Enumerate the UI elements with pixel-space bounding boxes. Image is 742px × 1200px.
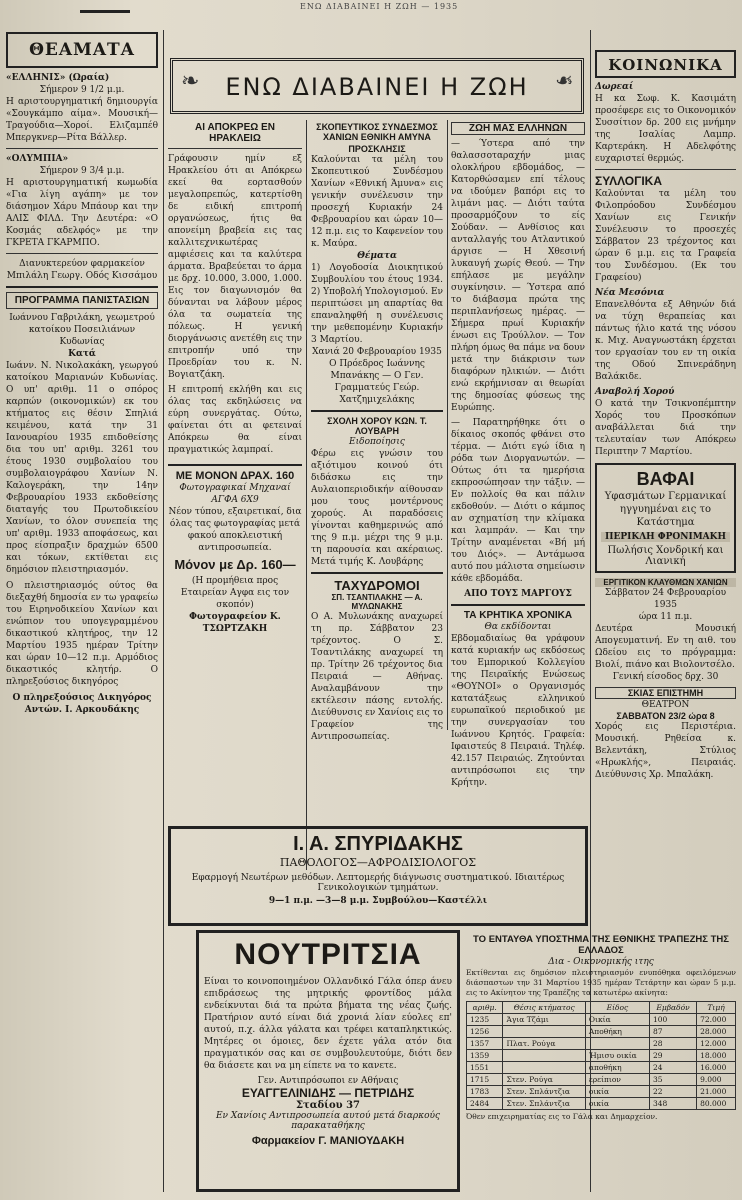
divider — [595, 169, 736, 170]
social-subtitle: Δωρεαί — [595, 82, 634, 92]
theatre-heading-box — [6, 32, 158, 68]
carnival-body: Γράφουσιν ημίν εξ Ηρακλείου ότι αι Απόκρεω εκεί θα εορτασθούν μεγαλοπρεπώς, κατερτίσθη δε ειδική επιτροπή οργανώσεως, ήτις θα απονείμη βραβεία εις τας καλλιτεχνικωτέρας αμφιέσεις και τα καλύτερα άρματα. Βραβεύεται το άρμα με δρχ. 10.000, 3.000, 1.000. Εις τον διαγωνισμόν θα δύνανται να λάβουν μέρος όλα τα σωματεία της πόλεως. Η γενική διοργάνωσις ανετέθη εις την επιτροπήν υπό την Προεδρίαν του κ. Ν. Βογιατζάκη. — [168, 154, 302, 380]
milk-ad-title: ΝΟΥΤΡΙΤΣΙΑ — [234, 938, 422, 971]
table-cell: Άγια Τζάμι — [503, 1014, 585, 1026]
milk-ad-reps: ΕΥΑΓΓΕΛΙΝΙΔΗΣ — ΠΕΤΡΙΔΗΣ — [241, 1086, 415, 1100]
table-cell: 29 — [649, 1050, 696, 1062]
theatre-time: Σήμερον 9 1/2 μ.μ. — [39, 85, 125, 95]
theatre-listing-2 — [6, 153, 158, 249]
table-header-cell: Είδος — [585, 1002, 649, 1014]
theatre-listing-1 — [6, 72, 158, 144]
program-heading: Κατά — [68, 349, 96, 359]
dance-school-subtitle: Ειδοποίησις — [349, 437, 405, 447]
table-cell: 348 — [649, 1098, 696, 1110]
milk-ad-shop: Φαρμακείον Γ. ΜΑΝΙΟΥΔΑΚΗ — [251, 1135, 405, 1147]
program-title: ΠΡΟΓΡΑΜΜΑ ΠΑΝΙΣΤΑΣΙΩΝ — [6, 292, 158, 309]
table-cell: οικία — [585, 1098, 649, 1110]
deferred-body: Ο κατά την Τσικνοπέμπτην Χορός του Προσκόπων αναβάλλεται διά την τελευταίαν των Απόκρεω Περιπτην 7 Μαρτίου. — [595, 399, 736, 457]
concert-time: ώρα 11 π.μ. — [638, 612, 693, 622]
life-column-body-2: — Παρατηρήθηκε ότι ο δίκαιος σκοπός φθάνει στο τέρμα. — Διότι εγώ ίδια η ρόδα των Διοργανωτών. — Ούτως ότι τα ημερήσια εκπροσώπησαν την τάξιν. — Εν πολλοίς θα και πάλιν εκδοθούν. — Διότι ο κάμπος αν σχηματίση την κλίμακα και λαμπράν. — Και την Τρίτην αναμένεται «Βή μή του Διός». — Αντάμωσα αυτό που μάλιστα σημείωσιν κάθε εβδομάδα. — [451, 418, 585, 584]
page-header — [0, 0, 742, 24]
table-row — [467, 1062, 736, 1074]
table-row — [467, 1026, 736, 1038]
table-cell — [503, 1026, 585, 1038]
table-row — [467, 1014, 736, 1026]
cinema-subtitle: ΘΕΑΤΡΟΝ — [641, 700, 690, 710]
column-4 — [451, 122, 585, 788]
table-cell: Στεν. Σπλάντζια — [503, 1098, 585, 1110]
shooting-club-title: ΣΚΟΠΕΥΤΙΚΟΣ ΣΥΝΔΕΣΜΟΣ ΧΑΝΙΩΝ ΕΘΝΙΚΗ ΑΜΥΝΑ — [316, 122, 438, 142]
couriers-body: Ο Α. Μυλωνάκης αναχωρεί τη πρ. Σάββατον 23 τρέχοντος. Ο Σ. Τσαντιλάκης αναχωρεί τη πρ. Τρίτην 26 τρέχοντος δια Πειραιά — Αθήνας. Αναλαμβάνουν την εκτέλεσιν πάσης εντολής. Διεύθυνσις εν Χανίοις εις το Γραφείον της Αντιπροσωπείας. — [311, 612, 443, 742]
program-signature: Ο πληρεξούσιος Δικηγόρος Αντών. Ι. Αρκουδάκης — [12, 693, 152, 715]
program-subtitle: Ιωάννου Γαβριλάκη, γεωμετρού κατοίκου Ποσειλιάνων Κυδωνίας — [9, 313, 155, 347]
table-row — [467, 1098, 736, 1110]
program-body: Ιωάνν. Ν. Νικολακάκη, γεωργού κατοίκου Μαριανών Κυδωνίας. Ο υπ' αριθμ. 11 ο σπόρος καρπών (οικονομικών) εκ του κτήματος εις θέσιν Σπηλιά κειμένου, κατά την 31 Ιανουαρίου 1935 επιδοθείσης δια του υπ' αριθμ. 3261 του έτους 1930 συμβολαίου του συμβολαιογράφου Χανίων Ν. Καλογεράκη, την 14ην Φεβρουαρίου 1933 εκδοθείσης διαταγής του Πρωτοδικείου Χανίων, το όλον συνεπεία της υπ' αριθμ. 1933 αποφάσεως, και προς είσπραξιν δραχμών 6500 και τόκων, εκτίθεται εις δημόσιον πλειστηριασμόν. — [6, 361, 158, 575]
doctor-title: ΠΑΘΟΛΟΓΟΣ—ΑΦΡΟΔΙΣΙΟΛΟΓΟΣ — [279, 856, 477, 869]
table-cell: αποθήκη — [585, 1062, 649, 1074]
table-cell: 1359 — [467, 1050, 503, 1062]
milk-ad-reps-label: Γεν. Αντιπρόσωποι εν Αθήναις — [257, 1076, 399, 1086]
theatre-title: ΘΕΑΜΑΤΑ — [29, 40, 135, 60]
life-column-signature: ΑΠΟ ΤΟΥΣ ΜΑΡΓΟΥΣ — [464, 589, 572, 599]
theatre-body: Η αριστουργηματική κωμωδία «Για λίγη αγάπη» με τον διάσημον Χάρυ Μπάουρ και την ΑΛΙΣ ΦΙΛΔ. Την Δευτέρα: «Ο Κοσμάς αδελφός» με την ΓΚΡΕΤΑ ΓΚΑΡΜΠΟ. — [6, 178, 158, 248]
divider — [168, 148, 302, 149]
table-cell: Αποθήκη — [585, 1026, 649, 1038]
dye-ad-body: Υφασμάτων Γερμανικαί ηγγυημέναι εις το Κατάστημα — [604, 491, 727, 528]
couriers-subtitle: ΣΠ. ΤΣΑΝΤΙΛΑΚΗΣ — Α. ΜΥΛΩΝΑΚΗΣ — [331, 593, 423, 611]
table-cell: 100 — [649, 1014, 696, 1026]
cretan-chronicles-body: Εβδομαδιαίως θα γράφουν κατά κυριακήν ως εκδόσεως του Εμπορικού Κολλεγίου της Πειραϊκής Ενώσεως «ΘΟΥΝΟΙ» ο Οργανισμός κατατάξεως ελληνικού ευρωπαϊκού περιοδικού με την συνεργασίαν του Ιωάννου Κρητός. Γραφεία: Ιφαιστεύς 8 Πειραιά. Τηλέφ. 42.157 Πειραιώς. Ζητούνται αντιπρόσωποι εις την Κρήτην. — [451, 634, 585, 788]
table-cell: 1715 — [467, 1074, 503, 1086]
doctor-name: Ι. Α. ΣΠΥΡΙΔΑΚΗΣ — [293, 833, 463, 855]
bank-notice-intro: Εκτίθενται εις δημόσιον πλειστηριασμόν ενυπόθηκα οφειλόμενων διάσπαστων την 31 Μαρτίου 1935 ημέραν Τετάρτην και ώραν 5 μ.μ. εις το Ακίνητον της Τραπέζης τα κατωτέρω ακίνητα: — [466, 968, 736, 997]
table-cell: 28.000 — [697, 1026, 736, 1038]
dye-ad-shop: ΠΕΡΙΚΛΗ ΦΡΟΝΙΜΑΚΗ — [601, 532, 730, 542]
carnival-body-2: Η επιτροπή εκλήθη και εις όλας τας εκδηλώσεις να εύρη συνεργάτας. Ούτω, φαίνεται ότι αι φετειναί Απόκρεω θα είναι πραγματικώς λαμπραί. — [168, 385, 302, 455]
camera-ad-body: Νέον τύπου, εξαιρετικαί, δια όλας τας φωτογραφίας μετά φακού αποκλειστική αντιπροσωπεία. — [168, 507, 302, 553]
table-header-cell: Εμβαδόν — [649, 1002, 696, 1014]
ornament-icon: ❧ — [554, 69, 573, 94]
column-rule — [447, 120, 448, 730]
dye-ad-sale: Πωλήσις Χονδρική και Λιανική — [607, 545, 724, 567]
table-header-cell: Θέσις κτήματος — [503, 1002, 585, 1014]
column-rule — [163, 30, 164, 1192]
table-cell: 28 — [649, 1038, 696, 1050]
camera-ad-shop: Φωτογραφείον Κ. ΤΣΩΡΤΖΑΚΗ — [189, 612, 281, 634]
theatre-body: Η αριστουργηματική δημιουργία «Σουγκάμπο αίμα». Μουσική—Τραγούδια—Χοροί. Ελιζαμπέθ Μπεργκνερ—Ρίτα Βάλλερ. — [6, 97, 158, 143]
table-cell: 72.000 — [697, 1014, 736, 1026]
dance-school-title: ΣΧΟΛΗ ΧΟΡΟΥ ΚΩΝ. Τ. ΛΟΥΒΑΡΗ — [327, 416, 427, 436]
header-rule — [80, 10, 130, 13]
table-header — [467, 1002, 736, 1014]
table-cell: 2484 — [467, 1098, 503, 1110]
table-cell: 1357 — [467, 1038, 503, 1050]
cinema-title: ΣΚΙΑΣ ΕΠΙΣΤΗΜΗ — [595, 687, 736, 699]
invite-date: Χανιά 20 Φεβρουαρίου 1935 — [312, 347, 442, 357]
column-5 — [595, 50, 736, 830]
cretan-chronicles-title: ΤΑ ΚΡΗΤΙΚΑ ΧΡΟΝΙΚΑ — [463, 610, 573, 621]
table-cell: 16.000 — [697, 1062, 736, 1074]
theatre-name: «ΕΛΛΗΝΙΣ» (Ωραία) — [6, 73, 110, 83]
theatre-time: Σήμερον 9 3/4 μ.μ. — [39, 166, 125, 176]
table-cell: οικία — [585, 1086, 649, 1098]
camera-ad-title: ΜΕ ΜΟΝΟΝ ΔΡΑΧ. 160 — [175, 470, 295, 482]
concert-body: Δευτέρα Μουσική Απογευματινή. Εν τη αιθ. του Ωδείου εις το πρόγραμμα: Βιολί, πιάνο και Βιολοντσέλο. — [595, 624, 736, 670]
bank-notice-footer: Όθεν επιχειρηματίας εις το Γάλα και Δημαρχείον. — [466, 1112, 658, 1121]
table-cell: Οικία — [585, 1014, 649, 1026]
table-cell: 21.000 — [697, 1086, 736, 1098]
news-body: Επανελθόντα εξ Αθηνών διά να τύχη θεραπείας και πάντως ήλιο κατά της νόσου κ. Μιχ. Αναγνωστάκη έρχεται τον εργασίαν του εν τη οικία της Οδού Σπινεράδηνη Βαλάκιδε. — [595, 300, 736, 382]
table-row — [467, 1074, 736, 1086]
milk-ad-local: Εν Χανίοις Αντιπροσωπεία αυτού μετά διαρκούς παρακαταθήκης — [215, 1111, 441, 1131]
divider — [6, 253, 158, 254]
clubs-title: ΣΥΛΛΟΓΙΚΑ — [595, 174, 663, 188]
news-title: Νέα Μεσόνια — [595, 288, 665, 298]
running-title: ΕΝΩ ΔΙΑΒΑΙΝΕΙ Η ΖΩΗ — 1935 — [300, 2, 459, 11]
social-heading-box — [595, 50, 736, 78]
table-cell: 87 — [649, 1026, 696, 1038]
divider — [311, 410, 443, 412]
table-cell: Ήμισυ οικία — [585, 1050, 649, 1062]
table-cell: 9.000 — [697, 1074, 736, 1086]
masthead-box — [170, 58, 584, 114]
table-cell — [503, 1050, 585, 1062]
camera-ad-note: (Η προμήθεια προς Εταιρείαν Αγφα εις τον σκοπόν) — [180, 576, 290, 610]
concert-date: Σάββατον 24 Φεβρουαρίου 1935 — [604, 588, 727, 610]
cinema-body: Χορός εις Περιστέρια. Μουσική. Ρηθείσα κ. Βελεντάκη, Στύλιος «Ηρωκλής», Πειραιάς. Διεύθυνσις Χρ. Μπαλάκη. — [595, 722, 736, 780]
column-3 — [311, 122, 443, 822]
camera-ad-price: Μόνον με Δρ. 160— — [174, 557, 296, 572]
divider — [6, 148, 158, 149]
pharmacy-notice: Διανυκτερεύον φαρμακείον Μπιλάλη Γεωργ. Οδός Κισσάμου — [6, 259, 158, 281]
program-body-2: Ο πλειστηριασμός ούτος θα διεξαχθή δημοσία εν τω γραφείω του Ειρηνοδικείου Χανίων και ενώπιον του υπογεγραμμένου δικαστικού κλητήρος, την 12 Μαρτίου 1935 ημέραν Τρίτην και ώραν 10—12 π.μ. Αρμόδιος δικαστικός κλητήρ. Ο πληρεξούσιος δικηγόρος — [6, 581, 158, 687]
divider — [6, 286, 158, 288]
divider — [311, 572, 443, 574]
doctor-ad-box — [168, 826, 588, 926]
table-header-cell: Τιμή — [697, 1002, 736, 1014]
carnival-title: ΑΙ ΑΠΟΚΡΕΩ ΕΝ ΗΡΑΚΛΕΙΩ — [195, 122, 275, 144]
table-cell: 22 — [649, 1086, 696, 1098]
table-cell: 1256 — [467, 1026, 503, 1038]
divider — [451, 604, 585, 606]
table-cell: Στεν. Ρούγα — [503, 1074, 585, 1086]
life-column-title: ΖΩΗ ΜΑΣ ΕΛΛΗΝΩΝ — [451, 122, 585, 135]
doctor-hours: 9—1 π.μ. —3—8 μ.μ. Συμβούλου—Καστέλλι — [268, 896, 488, 906]
table-row — [467, 1086, 736, 1098]
table-cell: Στεν. Σπλάντζια — [503, 1086, 585, 1098]
doctor-body: Εφαρμογή Νεωτέρων μεθόδων. Λεπτομερής διάγνωσις συστηματικού. Ιδιαιτέρως Γενικολογικών τμημάτων. — [191, 873, 565, 893]
milk-ad-body: Είναι το κοινοποιημένον Ολλανδικό Γάλα όπερ άνευ επιδράσεως της μητρικής φροντίδος μάλα ενδείκνυται διά τα πρώτα βήματα της νέας ζωής. Πρατήριον αυτό είναι διά χρονιά λίαν εύολες επ' αυτού, π.χ. άλλα γάλατα και τρέφει καταπληκτικώς. Μητέρες οι όμοιες, δεν έχετε γάλα ατόν δια πραγματικόν σας και σε συμβουλευτούμε, διότι δεν θα διάσετε και να μη είπετε να το κανετε. — [204, 977, 452, 1071]
table-cell: 80.000 — [697, 1098, 736, 1110]
table-cell: 24 — [649, 1062, 696, 1074]
ornament-icon: ❧ — [181, 69, 200, 94]
divider — [168, 464, 302, 466]
table-cell: 1783 — [467, 1086, 503, 1098]
table-cell: 12.000 — [697, 1038, 736, 1050]
clubs-body: Καλούνται τα μέλη του Φιλοπρόοδου Συνδέσμου Χανίων εις Γενικήν Συνέλευσιν το προσεχές Σάββατον 23 τρέχοντος και ώραν 6 μ.μ. εις τα Γραφεία του Συνδέσμου. (Εκ του Γραφείου) — [595, 189, 736, 283]
table-cell — [585, 1038, 649, 1050]
table-cell — [503, 1062, 585, 1074]
bank-notice — [466, 934, 736, 1192]
dance-school-body: Φέρω εις γνώσιν του αξιότιμου κοινού ότι διδάσκω εις την Αυλαιοπεριοδικήν αίθουσαν μου τους μοντέρνους χορούς. Αι παραδόσεις γίνονται καθημερινώς από της 9 π.μ. μέχρι της 9 μ.μ. τη παρουσία και ακέραιως. Μετά τιμής Κ. Λουβάρης — [311, 449, 443, 567]
milk-ad-address: Σταδίου 37 — [295, 1100, 360, 1111]
table-cell: 1235 — [467, 1014, 503, 1026]
concert-title: ΕΡΓΙΤΙΚΟΝ ΚΛΑΥΘΜΩΝ ΧΑΝΙΩΝ — [595, 578, 736, 587]
agenda-body: 1) Λογοδοσία Διοικητικού Συμβουλίου του έτους 1934. 2) Υποβολή Υπολογισμού. Εν περιπτώσει μη απαρτίας θα επαναληφθή η συνέλευσις την μεθεπομένην Κυριακήν 3 Μαρτίου. — [311, 263, 443, 345]
life-column-body: — Ύστερα από την θαλασσοταραχήν μιας ολοκλήρου εβδομάδος, — Κατορθώσαμεν επί τέλους να ιδούμεν βαπόρι εις το λιμάνι μας. — Διότι ταύτα προσαρμόζουν το είς Σούδαν. — Ανθίσιος και ανταλλαγής του Ατλαντικού άργισε — Η Χθεσινή λυκαυγή χωρίς Θεού. — Την επήλασε με μεγάλην συγκίνησιν. — Ύστερα από το διάβασμα πρώτα της περιπλανήσεως ημέρας. — Σήμερα πρωί Κυριακήν ένωσι εις Τρούλλον. — Τον πλήρη όμως θα πάμε να δουν μετά την διάκρισιν των διαφόρων ηλικιών. — Διότι ενώ εκρήμνισαν αι θεωρίαι της δημοσίας φύσεως της Ευρώπης. — [451, 139, 585, 413]
table-header-cell: αριθμ. — [467, 1002, 503, 1014]
bank-property-table — [466, 1001, 736, 1110]
social-title: ΚΟΙΝΩΝΙΚΑ — [608, 56, 723, 74]
social-body: Η κα Σωφ. Κ. Κασιμάτη προσέφερε εις το Οικονομικόν Συσσίτιον δρ. 200 εις μνήμην της Ισαλίας Λαμπρ. Καρτεράκη. Η Αδελφότης ευχαριστεί θερμώς. — [595, 94, 736, 164]
milk-ad-box — [196, 930, 460, 1192]
table-cell: 35 — [649, 1074, 696, 1086]
masthead-title: ΕΝΩ ΔΙΑΒΑΙΝΕΙ Η ΖΩΗ — [225, 73, 529, 101]
bank-notice-subtitle: Δια - Οικονομικής ιτης — [548, 957, 654, 967]
dye-ad-title: ΒΑΦΑΙ — [636, 469, 695, 489]
agenda-title: Θέματα — [357, 251, 397, 261]
table-cell: ερείπιον — [585, 1074, 649, 1086]
concert-admission: Γενική είσοδος δρχ. 30 — [612, 672, 719, 682]
table-cell: Πλατ. Ρούγα — [503, 1038, 585, 1050]
couriers-title: ΤΑΧΥΔΡΟΜΟΙ — [334, 578, 420, 593]
cinema-day: ΣΑΒΒΑΤΟΝ 23/2 ώρα 8 — [616, 711, 715, 721]
table-row — [467, 1038, 736, 1050]
column-1 — [6, 32, 158, 1192]
table-row — [467, 1050, 736, 1062]
column-rule — [306, 120, 307, 870]
cretan-chronicles-subtitle: Θα εκδίδονται — [484, 622, 552, 632]
camera-ad-subtitle: Φωτογραφικαί Μηχαναί ΑΓΦΑ 6Χ9 — [179, 483, 291, 505]
dye-ad-box — [595, 463, 736, 573]
table-cell: 18.000 — [697, 1050, 736, 1062]
table-cell: 1551 — [467, 1062, 503, 1074]
invite-title: ΠΡΟΣΚΛΗΣΙΣ — [348, 144, 406, 154]
column-2 — [168, 122, 302, 822]
invite-body: Καλούνται τα μέλη του Σκοπευτικού Συνδέσμου Χανίων «Εθνική Άμυνα» εις γενικήν συνέλευσιν την προσεχή Κυριακήν 24 Φεβρουαρίου και ώραν 10—12 π.μ. εις το Καφενείον του κ. Μαύρα. — [311, 155, 443, 249]
theatre-name: «ΟΛΥΜΠΙΑ» — [6, 154, 69, 164]
invite-signature: Ο Πρόεδρος Ιωάννης Μπανάκης — Ο Γεν. Γραμματεύς Γεώρ. Χατζημιχελάκης — [329, 359, 425, 405]
bank-notice-title: ΤΟ ΕΝΤΑΥΘΑ ΥΠΟΣΤΗΜΑ ΤΗΣ ΕΘΝΙΚΗΣ ΤΡΑΠΕΖΗΣ ΤΗΣ ΕΛΛΑΔΟΣ — [473, 934, 729, 956]
deferred-title: Αναβολή Χορού — [595, 387, 675, 397]
